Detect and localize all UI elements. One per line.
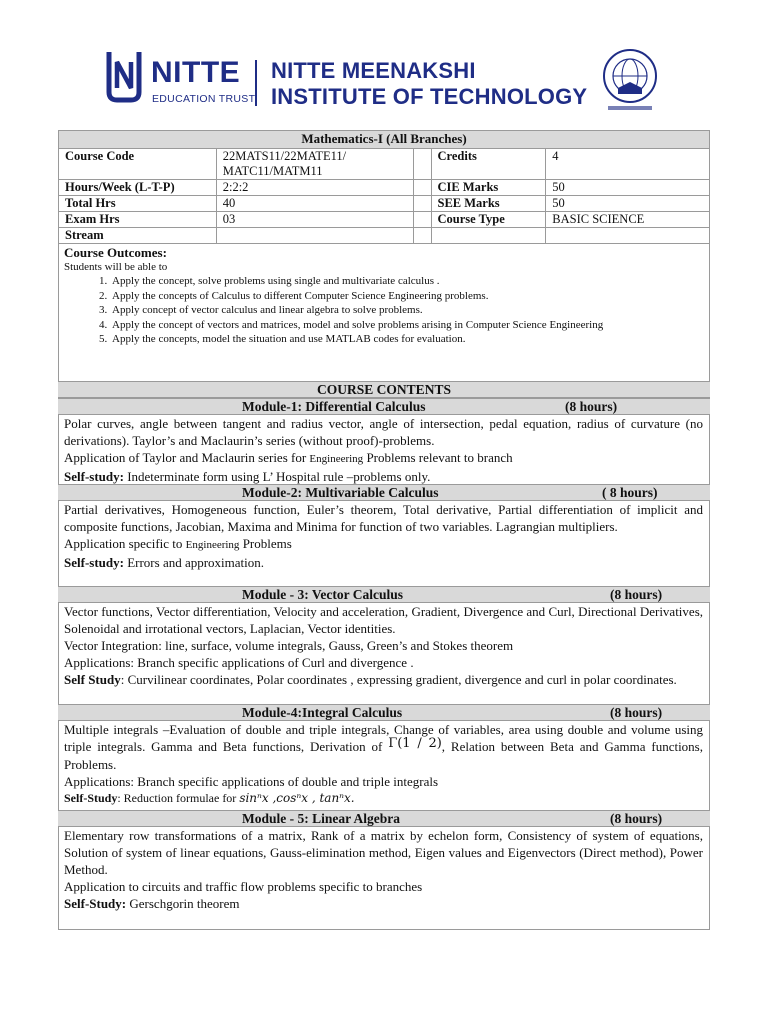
course-contents-title: COURSE CONTENTS: [317, 382, 451, 397]
course-title: Mathematics-I (All Branches): [59, 131, 710, 149]
self-study-label: Self-Study: [64, 791, 118, 805]
see-marks-value: 50: [546, 196, 710, 212]
module-self-study: [64, 468, 703, 485]
credits-value: 4: [546, 149, 710, 180]
self-study-text: Errors and approximation.: [123, 555, 265, 570]
module-5-body: [64, 827, 703, 912]
institute-name-line1: NITTE MEENAKSHI: [271, 58, 476, 83]
application-text: Application specific to: [64, 536, 186, 551]
application-text: Engineering: [185, 539, 240, 551]
module-self-study: [64, 671, 703, 688]
application-text: Problems relevant to branch: [363, 450, 513, 465]
exam-hrs-value: 03: [216, 212, 413, 228]
stream-value: [216, 228, 413, 244]
self-study-text: Indeterminate form using L’ Hospital rule –problems only.: [123, 469, 431, 484]
module-application: [64, 449, 703, 468]
module-hours: (8 hours): [610, 811, 663, 826]
module-5-header: [58, 810, 710, 827]
nitte-logo-icon: [103, 48, 145, 104]
brand-subtitle: EDUCATION TRUST: [152, 93, 256, 105]
list-item: 3. Apply concept of vector calculus and linear algebra to solve problems.: [110, 303, 704, 318]
module-3-body: [64, 603, 703, 688]
see-marks-label: SEE Marks: [431, 196, 546, 212]
module-1-body: [64, 415, 703, 485]
module-2-header: [58, 484, 710, 501]
module-heading: Module - 5: Linear Algebra: [242, 811, 400, 826]
module-text-2: Vector Integration: line, surface, volume integrals, Gauss, Green’s and Stokes theorem: [64, 638, 514, 653]
page-header: [0, 0, 768, 128]
self-study-label: Self-study:: [64, 469, 124, 484]
course-outcomes-list: [64, 274, 704, 347]
module-heading: Module - 3: Vector Calculus: [242, 587, 403, 602]
stream-label: Stream: [59, 228, 217, 244]
credits-label: Credits: [431, 149, 546, 180]
gamma-expression: Γ(1 / 2): [388, 736, 442, 751]
module-heading: Module-4:Integral Calculus: [242, 705, 403, 720]
empty-cell: [431, 228, 546, 244]
module-4-header: [58, 704, 710, 721]
module-4-body: [64, 721, 703, 807]
module-text: [64, 721, 703, 773]
course-outcomes-title: Course Outcomes:: [64, 245, 167, 260]
module-3-header: [58, 586, 710, 603]
module-application: Applications: Branch specific applications of double and triple integrals: [64, 774, 439, 789]
course-code-value: 22MATS11/22MATE11/ MATC11/MATM11: [216, 149, 413, 180]
module-text-part: Multiple integrals –Evaluation of double and triple integrals, Change of variables, area using double and volume using triple integrals. Gamma and Beta functions, Derivation of: [64, 722, 703, 754]
course-type-value: BASIC SCIENCE: [546, 212, 710, 228]
spacer-cell: [413, 149, 431, 180]
module-application: Applications: Branch specific applications of Curl and divergence .: [64, 655, 414, 670]
spacer-cell: [413, 228, 431, 244]
module-1-header: [58, 398, 710, 415]
institute-seal-icon: [584, 44, 676, 116]
self-study-text: : Curvilinear coordinates, Polar coordinates , expressing gradient, divergence and curl in polar coordinates.: [120, 672, 677, 687]
course-type-label: Course Type: [431, 212, 546, 228]
module-hours: (8 hours): [565, 399, 618, 414]
self-study-text: : Reduction formulae for: [117, 791, 240, 805]
course-code-label: Course Code: [59, 149, 217, 180]
list-item: 2. Apply the concepts of Calculus to different Computer Science Engineering problems.: [110, 289, 704, 304]
table-row: [59, 228, 710, 244]
course-title-row: [59, 131, 710, 149]
spacer-cell: [413, 196, 431, 212]
brand-name: NITTE: [151, 56, 241, 89]
self-study-label: Self-Study:: [64, 896, 127, 911]
module-self-study: [64, 895, 703, 912]
self-study-text: Gerschgorin theorem: [126, 896, 240, 911]
self-study-label: Self-study:: [64, 555, 124, 570]
course-outcomes-intro: Students will be able to: [64, 261, 168, 273]
cie-marks-label: CIE Marks: [431, 180, 546, 196]
hours-week-value: 2:2:2: [216, 180, 413, 196]
application-text: Problems: [239, 536, 292, 551]
module-text: Partial derivatives, Homogeneous function, Euler’s theorem, Total derivative, Partial differentiation of implicit and composite functions, Jacobian, Maxima and Minima for function of two variables. Lagrangian multipliers.: [64, 502, 703, 534]
table-row: [59, 212, 710, 228]
module-heading: Module-1: Differential Calculus: [242, 399, 426, 414]
application-text: Application of Taylor and Maclaurin series for: [64, 450, 310, 465]
module-self-study: [64, 790, 703, 807]
module-text: Elementary row transformations of a matrix, Rank of a matrix by echelon form, Consistency of system of equations, Solution of system of linear equations, Gauss-elimination method, Eigen values and Eigenvectors (Direct method), Power Method.: [64, 828, 703, 877]
module-hours: (8 hours): [610, 587, 663, 602]
module-2-body: [64, 501, 703, 571]
module-text-part: , Relation between Beta and Gamma functions, Problems.: [64, 739, 703, 772]
list-item: 4. Apply the concept of vectors and matrices, model and solve problems arising in Computer Science Engineering: [110, 318, 704, 333]
spacer-cell: [413, 180, 431, 196]
total-hrs-label: Total Hrs: [59, 196, 217, 212]
table-row: [59, 180, 710, 196]
spacer-cell: [413, 212, 431, 228]
application-text: Engineering: [309, 453, 364, 465]
module-heading: Module-2: Multivariable Calculus: [242, 485, 439, 500]
table-row: [59, 196, 710, 212]
course-info-table: [58, 130, 710, 244]
module-text: Vector functions, Vector differentiation, Velocity and acceleration, Gradient, Divergence and Curl, Directional Derivatives, Solenoidal and irrotational vectors, Laplacian, Vector identities.: [64, 604, 703, 636]
list-item: 1. Apply the concept, solve problems using single and multivariate calculus .: [110, 274, 704, 289]
module-hours: (8 hours): [610, 705, 663, 720]
list-item: 5. Apply the concepts, model the situation and use MATLAB codes for evaluation.: [110, 332, 704, 347]
module-text: Polar curves, angle between tangent and radius vector, angle of intersection, pedal equation, radius of curvature (no derivations). Taylor’s and Maclaurin’s series (without proof)-problems.: [64, 416, 703, 448]
exam-hrs-label: Exam Hrs: [59, 212, 217, 228]
course-outcomes: [64, 245, 704, 347]
module-hours: ( 8 hours): [602, 485, 658, 500]
reduction-formula-expression: sinⁿx ,cosⁿx , tanⁿx.: [239, 791, 355, 805]
total-hrs-value: 40: [216, 196, 413, 212]
course-contents-band: [58, 381, 710, 398]
cie-marks-value: 50: [546, 180, 710, 196]
module-application: [64, 535, 703, 554]
header-divider: [255, 60, 257, 106]
module-self-study: [64, 554, 703, 571]
module-application: Application to circuits and traffic flow problems specific to branches: [64, 879, 423, 894]
table-row: [59, 149, 710, 180]
self-study-label: Self Study: [64, 672, 121, 687]
empty-cell: [546, 228, 710, 244]
institute-name-line2: INSTITUTE OF TECHNOLOGY: [271, 84, 588, 109]
hours-week-label: Hours/Week (L-T-P): [59, 180, 217, 196]
